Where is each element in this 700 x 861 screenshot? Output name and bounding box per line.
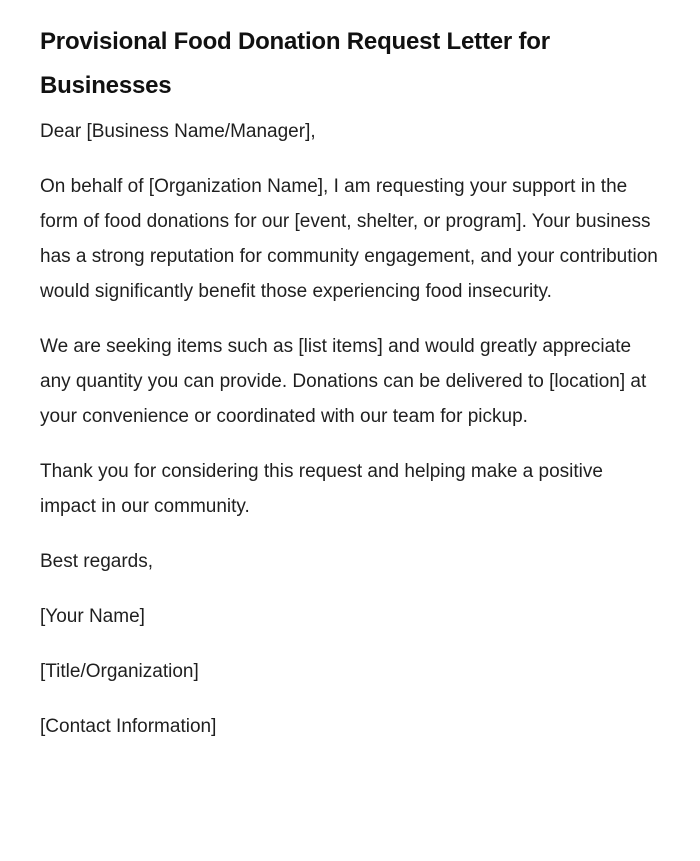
body-paragraph-2: We are seeking items such as [list items] and would greatly appreciate any quantity you can provide. Donations can be delivered to [location] at your convenience or coordinated with our team for pickup.: [40, 336, 647, 427]
document-title: Provisional Food Donation Request Letter for Businesses: [40, 28, 550, 99]
salutation: Dear [Business Name/Manager],: [40, 121, 316, 142]
body-paragraph-1: On behalf of [Organization Name], I am requesting your support in the form of food donations for our [event, shelter, or program]. Your business has a strong reputation for community engagement, and your contribution would significantly benefit those experiencing food insecurity.: [40, 176, 658, 302]
signature-title: [Title/Organization]: [40, 661, 199, 682]
signature-name: [Your Name]: [40, 606, 145, 627]
body-paragraph-3: Thank you for considering this request and helping make a positive impact in our community.: [40, 461, 603, 517]
closing: Best regards,: [40, 551, 153, 572]
signature-contact: [Contact Information]: [40, 716, 217, 737]
